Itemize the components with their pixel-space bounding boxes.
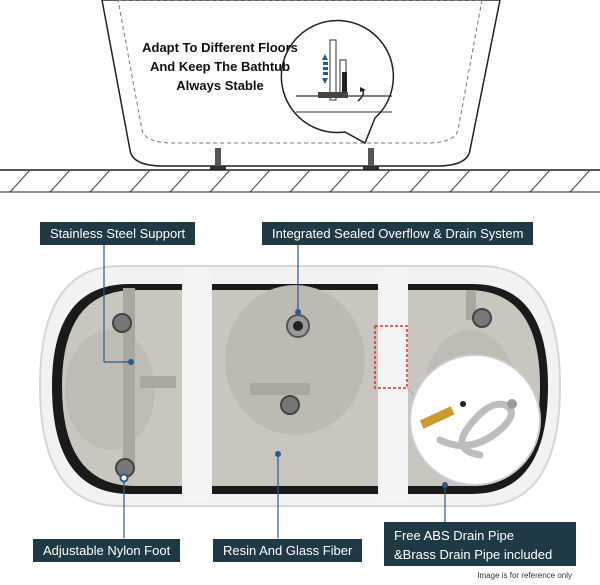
label-overflow-drain: Integrated Sealed Overflow & Drain System [262,222,533,245]
floor-line [0,170,600,192]
reference-disclaimer: Image is for reference only [477,571,572,580]
label-steel-support: Stainless Steel Support [40,222,195,245]
drain-fitting [287,315,309,337]
callout-line-1: Adapt To Different Floors [142,40,298,55]
label-drain-pipe [384,522,576,566]
label-nylon-foot: Adjustable Nylon Foot [33,539,180,562]
label-drain-pipe-line-1: Free ABS Drain Pipe [394,528,514,543]
callout-line-3: Always Stable [176,78,264,93]
callout-line-2: And Keep The Bathtub [149,59,291,74]
label-drain-pipe-line-2: &Brass Drain Pipe included [394,547,553,562]
floor-adapt-callout [135,38,305,95]
label-resin-fiber: Resin And Glass Fiber [213,539,362,562]
